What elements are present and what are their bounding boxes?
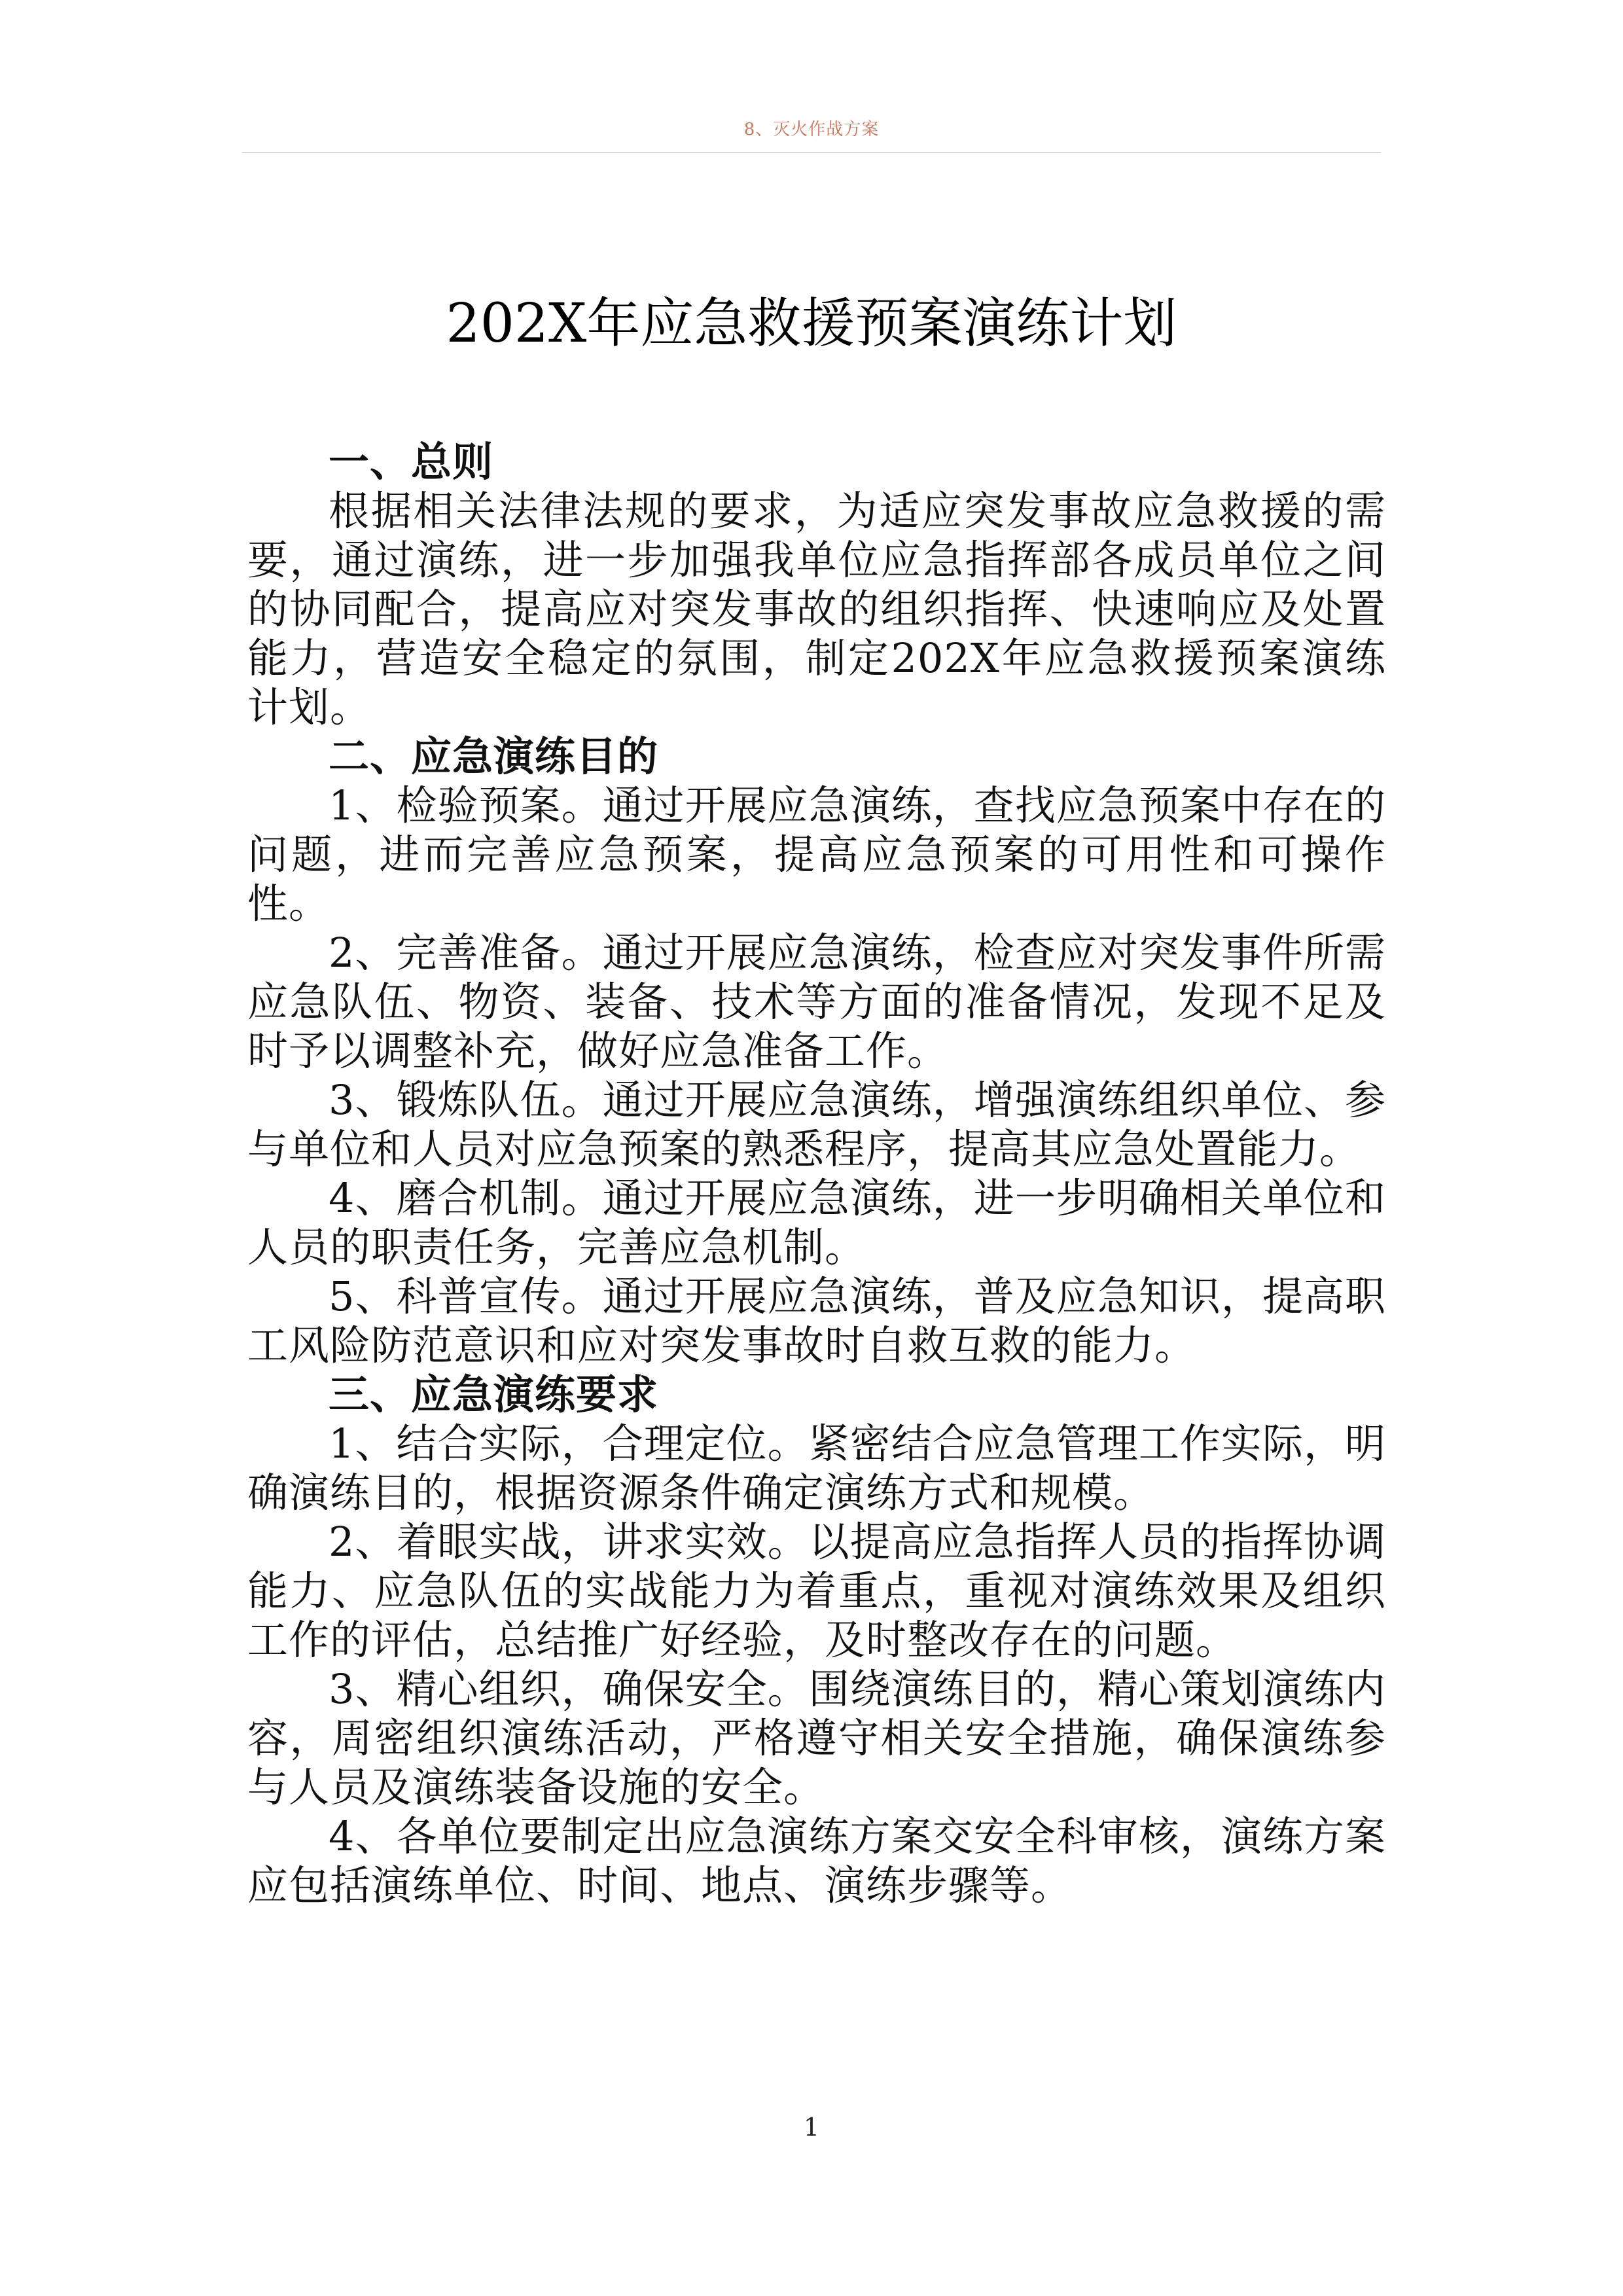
document-body — [247, 437, 1386, 1910]
paragraph: 2、完善准备。通过开展应急演练，检查应对突发事件所需应急队伍、物资、装备、技术等方面的准备情况，发现不足及时予以调整补充，做好应急准备工作。 — [247, 929, 1386, 1075]
section-heading-general: 一、总则 — [329, 438, 494, 486]
document-title: 202X年应急救援预案演练计划 — [446, 293, 1177, 355]
paragraph: 4、磨合机制。通过开展应急演练，进一步明确相关单位和人员的职责任务，完善应急机制。 — [247, 1174, 1386, 1271]
paragraph: 3、精心组织，确保安全。围绕演练目的，精心策划演练内容，周密组织演练活动，严格遵守相关安全措施，确保演练参与人员及演练装备设施的安全。 — [247, 1665, 1386, 1811]
section-heading-requirements: 三、应急演练要求 — [329, 1371, 659, 1418]
page-header — [242, 111, 1381, 153]
page-number: 1 — [803, 2113, 820, 2142]
paragraph: 1、结合实际，合理定位。紧密结合应急管理工作实际，明确演练目的，根据资源条件确定演练方式和规模。 — [247, 1420, 1386, 1516]
paragraph: 2、着眼实战，讲求实效。以提高应急指挥人员的指挥协调能力、应急队伍的实战能力为着重点，重视对演练效果及组织工作的评估，总结推广好经验，及时整改存在的问题。 — [247, 1518, 1386, 1664]
header-text: 8、灭火作战方案 — [743, 120, 880, 139]
paragraph: 根据相关法律法规的要求，为适应突发事故应急救援的需要，通过演练，进一步加强我单位应急指挥部各成员单位之间的协同配合，提高应对突发事故的组织指挥、快速响应及处置能力，营造安全稳定的氛围，制定202X年应急救援预案演练计划。 — [247, 487, 1386, 731]
paragraph: 1、检验预案。通过开展应急演练，查找应急预案中存在的问题，进而完善应急预案，提高应急预案的可用性和可操作性。 — [247, 781, 1386, 927]
paragraph: 5、科普宣传。通过开展应急演练，普及应急知识，提高职工风险防范意识和应对突发事故时自救互救的能力。 — [247, 1272, 1386, 1369]
paragraph: 3、锻炼队伍。通过开展应急演练，增强演练组织单位、参与单位和人员对应急预案的熟悉程序，提高其应急处置能力。 — [247, 1076, 1386, 1173]
section-heading-purpose: 二、应急演练目的 — [329, 732, 659, 780]
paragraph: 4、各单位要制定出应急演练方案交安全科审核，演练方案应包括演练单位、时间、地点、演练步骤等。 — [247, 1812, 1386, 1909]
